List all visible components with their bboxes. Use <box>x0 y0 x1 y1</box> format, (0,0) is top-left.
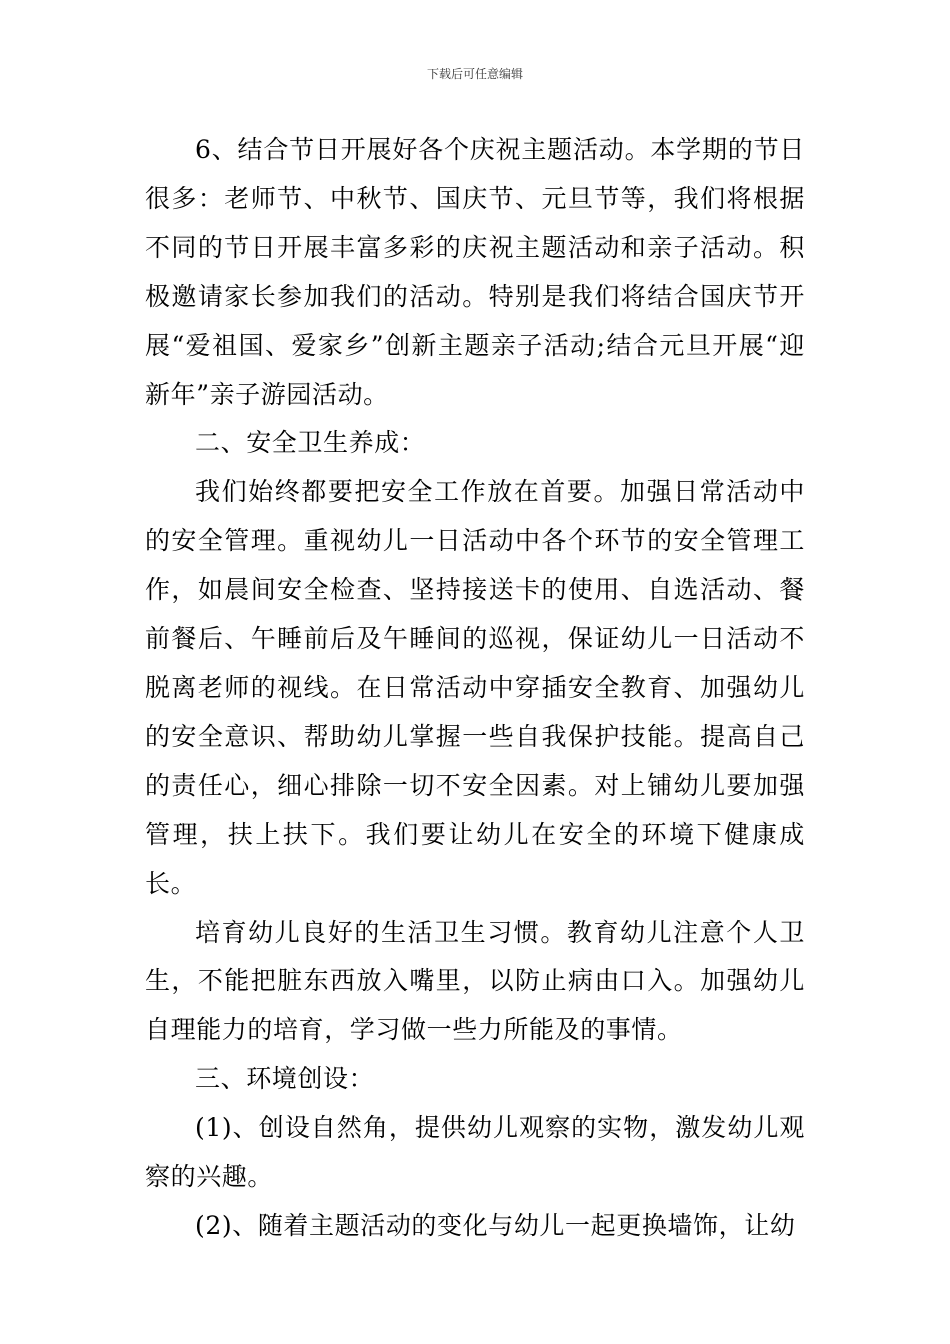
paragraph-safety-management: 我们始终都要把安全工作放在首要。加强日常活动中的安全管理。重视幼儿一日活动中各个环节的安全管理工作，如晨间安全检查、坚持接送卡的使用、自选活动、餐前餐后、午睡前后及午睡间的巡视，保证幼儿一日活动不脱离老师的视线。在日常活动中穿插安全教育、加强幼儿的安全意识、帮助幼儿掌握一些自我保护技能。提高自己的责任心，细心排除一切不安全因素。对上铺幼儿要加强管理，扶上扶下。我们要让幼儿在安全的环境下健康成长。 <box>145 477 805 898</box>
paragraph-hygiene-habits: 培育幼儿良好的生活卫生习惯。教育幼儿注意个人卫生，不能把脏东西放入嘴里，以防止病由口入。加强幼儿自理能力的培育，学习做一些力所能及的事情。 <box>145 917 805 1045</box>
section-heading-safety-hygiene: 二、安全卫生养成： <box>195 428 426 458</box>
page-header-note: 下载后可任意编辑 <box>426 67 523 81</box>
paragraph-festival-activities: 6、结合节日开展好各个庆祝主题活动。本学期的节日很多：老师节、中秋节、国庆节、元旦节等，我们将根据不同的节日开展丰富多彩的庆祝主题活动和亲子活动。积极邀请家长参加我们的活动。特别是我们将结合国庆节开展“爱祖国、爱家乡”创新主题亲子活动;结合元旦开展“迎新年”亲子游园活动。 <box>145 135 805 409</box>
paragraph-nature-corner: (1)、创设自然角，提供幼儿观察的实物，激发幼儿观察的兴趣。 <box>145 1113 805 1192</box>
document-body <box>145 126 805 1251</box>
section-heading-environment: 三、环境创设： <box>195 1064 375 1094</box>
paragraph-wall-decoration: (2)、随着主题活动的变化与幼儿一起更换墙饰，让幼 <box>195 1210 796 1240</box>
